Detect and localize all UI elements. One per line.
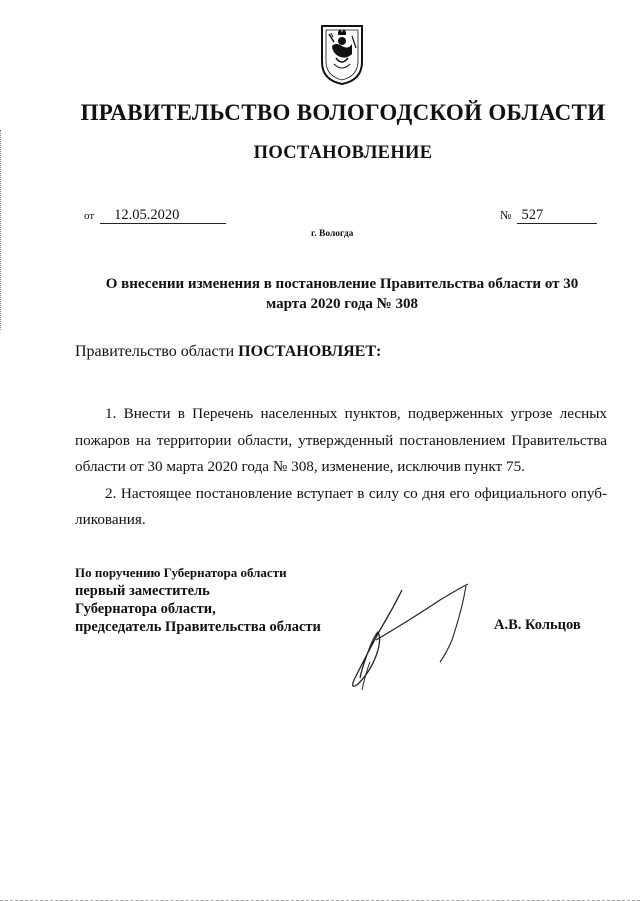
city: г. Вологда (311, 229, 354, 239)
scan-bottom-edge (0, 896, 640, 901)
signature-block (75, 564, 321, 636)
signer-name: А.В. Кольцов (494, 617, 581, 633)
paragraph-2: 2. Настоящее постановление вступает в силу со дня его официального опуб-ликования. (75, 484, 607, 528)
number-row (500, 207, 597, 224)
preamble-keyword: ПОСТАНОВЛЯЕТ: (238, 343, 382, 360)
date-prefix: от (84, 210, 95, 222)
document-number: 527 (517, 207, 597, 224)
preamble (75, 343, 381, 361)
document-type: ПОСТАНОВЛЕНИЕ (253, 143, 433, 163)
document-subject: О внесении изменения в постановление Правительства области от 30 марта 2020 года № 308 (105, 276, 579, 312)
signature-line-1: По поручению Губернатора области (75, 565, 287, 580)
document-date: 12.05.2020 (100, 207, 226, 224)
coat-of-arms-icon (318, 22, 366, 86)
paragraph-1: 1. Внести в Перечень населенных пунктов, подверженных угрозе лесных пожаров на территории области, утвержденный постановлением Правительства области от 30 марта 2020 года № 308, изменение, исключив пункт 75. (75, 405, 607, 475)
document-body (75, 401, 607, 534)
preamble-text: Правительство области (75, 343, 239, 360)
number-prefix: № (500, 208, 512, 222)
org-name: ПРАВИТЕЛЬСТВО ВОЛОГОДСКОЙ ОБЛАСТИ (80, 100, 606, 125)
signature-line-3: Губернатора области, (75, 601, 216, 617)
signature-line-2: первый заместитель (75, 583, 210, 599)
handwritten-signature (340, 580, 480, 700)
date-row (84, 207, 226, 224)
signature-line-4: председатель Правительства области (75, 619, 321, 635)
